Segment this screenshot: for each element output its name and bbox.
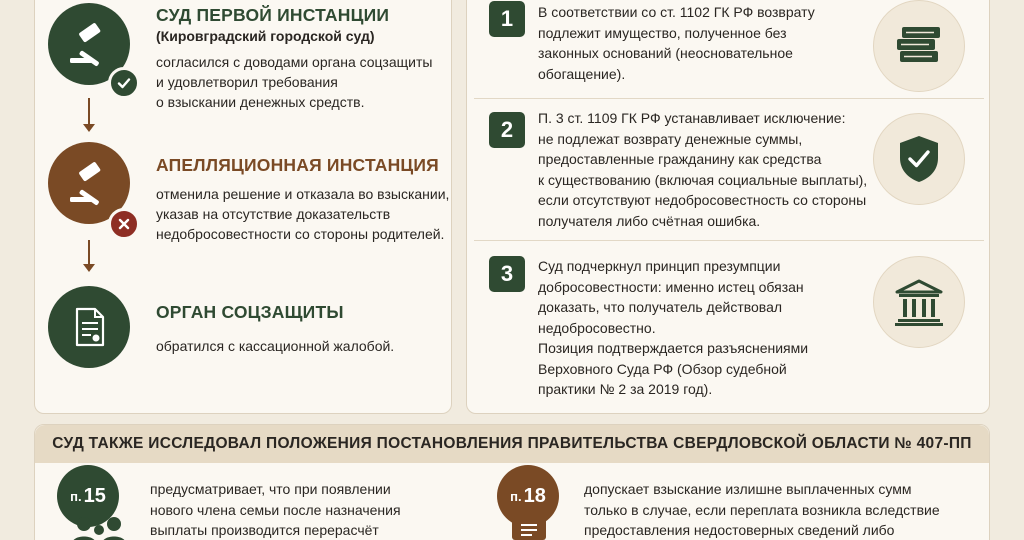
point-2-text: П. 3 ст. 1109 ГК РФ устанавливает исключение: не подлежат возврату денежные суммы, предоставленные гражданину как средства к существованию (включая социальные выплаты), если отсутствуют недобросовестность со стороны получателя либо счётная ошибка. (538, 110, 868, 229)
stage-3-title: ОРГАН СОЦЗАЩИТЫ (156, 302, 344, 322)
regulation-header: СУД ТАКЖЕ ИССЛЕДОВАЛ ПОЛОЖЕНИЯ ПОСТАНОВЛЕНИЯ ПРАВИТЕЛЬСТВА СВЕРДЛОВСКОЙ ОБЛАСТИ № 407-ПП (35, 425, 989, 463)
flow-arrow-1 (88, 98, 90, 124)
stage-1-text: согласился с доводами органа соцзащиты и удовлетворил требования о взыскании денежных средств. (156, 54, 433, 110)
shield-check-icon (873, 113, 965, 205)
stage-3-text: обратился с кассационной жалобой. (156, 338, 395, 354)
check-icon (108, 67, 140, 99)
divider (474, 240, 984, 241)
flow-arrow-2 (88, 240, 90, 264)
arrow-down-icon (83, 264, 95, 272)
cross-icon (108, 208, 140, 240)
point-3-text: Суд подчеркнул принцип презумпции добросовестности: именно истец обязан доказать, что получатель действовал недобросовестно. Позиция подтверждается разъяснениями Верховного Суда РФ (Обзор судебной практики № 2 за 2019 год). (538, 258, 809, 397)
courthouse-icon (873, 256, 965, 348)
stage-2-title: АПЕЛЛЯЦИОННАЯ ИНСТАНЦИЯ (156, 155, 439, 175)
books-icon (873, 0, 965, 92)
family-icon (70, 514, 130, 540)
stage-1-title: СУД ПЕРВОЙ ИНСТАНЦИИ (156, 5, 390, 25)
divider (474, 98, 984, 99)
clause-number: 15 (83, 484, 106, 507)
point-1-text: В соответствии со ст. 1102 ГК РФ возврату подлежит имущество, полученное без законных оснований (неосновательное обогащение). (538, 4, 815, 82)
point-1-number: 1 (489, 1, 525, 37)
stage-2-text: отменила решение и отказала во взыскании, указав на отсутствие доказательств недобросовестности со стороны родителей. (156, 186, 450, 242)
clause-prefix: п. (70, 488, 82, 504)
arrow-down-icon (83, 124, 95, 132)
point-2-number: 2 (489, 112, 525, 148)
document-icon (48, 286, 130, 368)
point-3-number: 3 (489, 256, 525, 292)
document-icon (512, 516, 546, 540)
clause-15-text: предусматривает, что при появлении нового члена семьи после назначения выплаты производится перерасчёт (150, 481, 401, 538)
clause-prefix: п. (510, 488, 522, 504)
clause-18-text: допускает взыскание излишне выплаченных сумм только в случае, если переплата возникла вследствие предоставления недостоверных сведений либо (584, 481, 940, 538)
stage-1-subtitle: (Кировградский городской суд) (156, 28, 375, 44)
clause-number: 18 (523, 484, 546, 507)
